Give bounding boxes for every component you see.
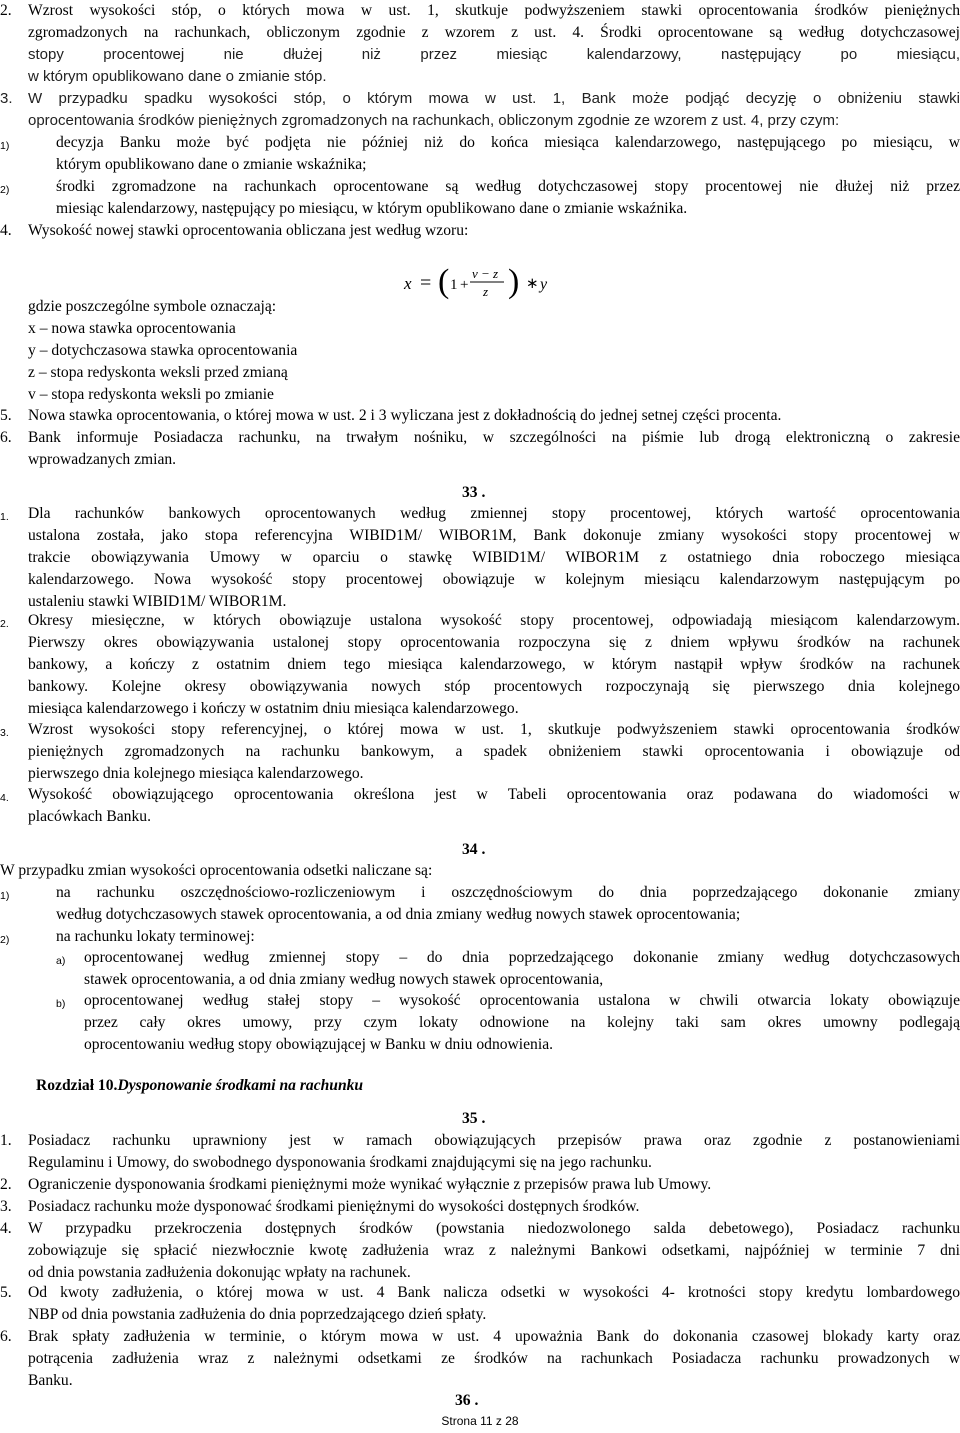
legend-x: x – nowa stawka oprocentowania [28, 320, 236, 337]
paragraph-number: 6. [0, 1328, 12, 1345]
text-line: Wysokość nowej stawki oprocentowania obliczana jest według wzoru: [28, 222, 469, 239]
text-line: w którym opublikowano dane o zmianie stóp. [28, 68, 327, 85]
text-line: potrącenia zadłużenia wraz z należnymi odsetkami ze środków na rachunkach Posiadacza rachunku prowadzonych w [28, 1350, 960, 1367]
text-line: trakcie obowiązywania Umowy w oparciu o stawkę WIBID1M/ WIBOR1M z ostatniego dnia roboczego miesiąca [28, 549, 960, 566]
s35-paragraph-4 [0, 1218, 960, 1284]
chapter-label: Rozdział 10. [36, 1077, 118, 1094]
text-line: którym opublikowano dane o zmianie wskaźnika; [56, 156, 367, 173]
formula-numerator: v − z [472, 266, 499, 281]
paragraph-number: 3. [0, 1198, 12, 1215]
legend-intro: gdzie poszczególne symbole oznaczają: [28, 298, 277, 315]
text-line: Ograniczenie dysponowania środkami pieniężnymi może wynikać wyłącznie z przepisów prawa lub Umowy. [28, 1176, 712, 1193]
text-line: bankowy. Kolejne okresy obowiązywania nowych stóp procentowych rozpoczynają się pierwszego dnia kolejnego [28, 678, 960, 695]
text-line: Wzrost wysokości stopy referencyjnej, o której mowa w ust. 1, skutkuje podwyższeniem stawki oprocentowania środków [28, 721, 960, 738]
s35-paragraph-1 [0, 1130, 960, 1174]
s35-paragraph-2 [0, 1174, 960, 1196]
formula-denominator: z [483, 284, 489, 299]
s34-item-a [0, 947, 960, 991]
section-heading-34: 34 . [462, 841, 486, 858]
text-line: wprowadzanych zmian. [28, 451, 177, 468]
section-heading-33: 33 . [462, 484, 486, 501]
subitem-letter: b) [56, 998, 66, 1010]
s33-paragraph-4 [0, 784, 960, 828]
paragraph-number: 1. [0, 1132, 12, 1149]
section-heading-35: 35 . [462, 1110, 486, 1127]
legend-v: v – stopa redyskonta weksli po zmianie [28, 386, 274, 403]
paragraph-6 [0, 427, 960, 471]
subitem-2 [0, 176, 960, 220]
paragraph-number: 2. [0, 2, 12, 19]
text-line: Wysokość obowiązującego oprocentowania określona jest w Tabeli oprocentowania oraz podawana do wiadomości w [28, 786, 960, 803]
legend-z: z – stopa redyskonta weksli przed zmianą [28, 364, 288, 381]
subitem-number: 1) [0, 890, 10, 902]
s35-paragraph-3 [0, 1196, 960, 1218]
text-line: od dnia powstania zadłużenia dokonując wpłaty na rachunek. [28, 1264, 411, 1281]
symbol-legend [28, 296, 928, 406]
text-line: Regulaminu i Umowy, do swobodnego dysponowania środkami znajdującymi się na jego rachunku. [28, 1154, 652, 1171]
formula-right-paren: ) [508, 264, 520, 300]
text-line: ustalona została, jako stopa referencyjna WIBID1M/ WIBOR1M, Bank dokonuje zmiany wysokości stopy procentowej w [28, 527, 960, 544]
chapter-heading [36, 1075, 363, 1097]
subitem-number: 2) [0, 934, 10, 946]
s33-paragraph-3 [0, 719, 960, 785]
text-line: W przypadku spadku wysokości stóp, o którym mowa w ust. 1, Bank może podjąć decyzję o obniżeniu stawki [28, 90, 960, 107]
paragraph-3 [0, 88, 960, 132]
s33-paragraph-2 [0, 610, 960, 720]
text-line: kalendarzowego. Nowa wysokość stopy procentowej obowiązuje w kolejnym miesiącu kalendarzowym następującym po [28, 571, 960, 588]
paragraph-5 [0, 405, 960, 427]
paragraph-number: 3. [0, 90, 13, 107]
paragraph-number: 1. [0, 511, 9, 523]
text-line: oprocentowaniu według stopy obowiązującej w Banku w dniu odnowienia. [84, 1036, 554, 1053]
text-line: przez cały okres umowy, przy czym lokaty odnowione na kolejny taki sam okres umowny podlegają [84, 1014, 960, 1031]
subitem-1 [0, 132, 960, 176]
text-line: Brak spłaty zadłużenia w terminie, o którym mowa w ust. 4 upoważnia Bank do dokonania czasowej blokady karty oraz [28, 1328, 960, 1345]
text-line: NBP od dnia powstania zadłużenia do dnia poprzedzającego dzień spłaty. [28, 1306, 487, 1323]
text-line: Okresy miesięczne, w których obowiązuje ustalona wysokość stopy procentowej, odpowiadają miesiącom kalendarzowym. [28, 612, 960, 629]
text-line: zgromadzonych na rachunkach, obliczonym zgodnie z wzorem z ust. 4. Środki oprocentowane są według dotychczasowej [28, 24, 960, 41]
text-line: na rachunku oszczędnościowo-rozliczeniowym i oszczędnościowym do dnia poprzedzającego dokonanie zmiany [56, 884, 960, 901]
formula-plus: + [460, 277, 469, 293]
paragraph-2 [0, 0, 960, 88]
paragraph-4 [0, 220, 960, 242]
subitem-number: 2) [0, 184, 10, 196]
text-line: placówkach Banku. [28, 808, 151, 825]
text-line: Posiadacz rachunku może dysponować środkami pieniężnymi do wysokości dostępnych środków. [28, 1198, 640, 1215]
text-line: miesiąca kalendarzowego i kończy w ostatnim dniu miesiąca kalendarzowego. [28, 700, 519, 717]
chapter-title: Dysponowanie środkami na rachunku [117, 1077, 364, 1094]
paragraph-number: 2. [0, 618, 9, 630]
text-line: stopy procentowej nie dłużej niż przez miesiąc kalendarzowy, następujący po miesiącu, [28, 46, 960, 63]
text-line: środki zgromadzone na rachunkach oprocentowane są według dotychczasowej stopy procentowej nie dłużej niż przez [56, 178, 960, 195]
text-line: bankowy, a kończy z ostatnim dniem tego miesiąca kalendarzowego, w którym nastąpił wpływ środków na rachunek [28, 656, 960, 673]
paragraph-number: 4. [0, 1220, 12, 1237]
paragraph-number: 4. [0, 792, 9, 804]
text-line: oprocentowanej według zmiennej stopy – do dnia poprzedzającego dokonanie zmiany według dotychczasowych [84, 949, 960, 966]
formula-x: x [404, 274, 412, 293]
paragraph-number: 6. [0, 429, 12, 446]
text-line: decyzja Banku może być podjęta nie później niż do końca miesiąca kalendarzowego, następującego po miesiącu, w [56, 134, 960, 151]
text-line: oprocentowanej według stałej stopy – wysokość oprocentowania ustalona w chwili otwarcia lokaty obowiązuje [84, 992, 960, 1009]
text-line: Wzrost wysokości stóp, o których mowa w ust. 1, skutkuje podwyższeniem stawki oprocentowania środków pieniężnych [28, 2, 960, 19]
paragraph-number: 5. [0, 1284, 12, 1301]
page-number-footer: Strona 11 z 28 [441, 1414, 519, 1428]
s34-intro: W przypadku zmian wysokości oprocentowania odsetki naliczane są: [0, 862, 433, 879]
subitem-letter: a) [56, 955, 66, 967]
formula-y: y [540, 276, 548, 293]
paragraph-number: 5. [0, 407, 12, 424]
formula-multiply: ∗ [526, 276, 539, 292]
text-line: miesiąc kalendarzowy, następujący po miesiącu, w którym opublikowano dane o zmianie wskaźnika. [56, 200, 688, 217]
text-line: Banku. [28, 1372, 73, 1389]
text-line: Nowa stawka oprocentowania, o której mowa w ust. 2 i 3 wyliczana jest z dokładnością do jednej setnej części procenta. [28, 407, 782, 424]
formula-one: 1 [450, 277, 458, 293]
text-line: stawek oprocentowania, a od dnia zmiany według nowych stawek oprocentowania, [84, 971, 604, 988]
formula-equals: = [420, 272, 432, 294]
s34-item-1 [0, 882, 960, 926]
text-line: zobowiązuje się spłacić niezwłocznie kwotę zadłużenia wraz z należnymi Bankowi odsetkami, najpóźniej w terminie 7 dni [28, 1242, 960, 1259]
text-line: Posiadacz rachunku uprawniony jest w ramach obowiązujących przepisów prawa oraz zgodnie z postanowieniami [28, 1132, 960, 1149]
formula-left-paren: ( [438, 264, 450, 300]
s35-paragraph-5 [0, 1282, 960, 1326]
s34-item-2 [0, 926, 960, 948]
section-heading-36: 36 . [455, 1392, 479, 1409]
paragraph-number: 4. [0, 222, 12, 239]
interest-formula [402, 264, 562, 300]
text-line: Dla rachunków bankowych oprocentowanych według zmiennej stopy procentowej, których wartość oprocentowania [28, 505, 960, 522]
s33-paragraph-1 [0, 503, 960, 613]
text-line: Pierwszy okres obowiązywania ustalonej stopy oprocentowania rozpoczyna się z dniem wpływu środków na rachunek [28, 634, 960, 651]
text-line: na rachunku lokaty terminowej: [56, 928, 255, 945]
subitem-number: 1) [0, 140, 10, 152]
paragraph-number: 3. [0, 727, 9, 739]
text-line: według dotychczasowych stawek oprocentowania, a od dnia zmiany według nowych stawek oprocentowania; [56, 906, 741, 923]
s34-item-b [0, 990, 960, 1056]
text-line: pierwszego dnia kolejnego miesiąca kalendarzowego. [28, 765, 364, 782]
text-line: oprocentowania środków pieniężnych zgromadzonych na rachunkach, obliczonym zgodnie ze wzorem z ust. 4, przy czym: [28, 112, 840, 129]
legend-y: y – dotychczasowa stawka oprocentowania [28, 342, 298, 359]
text-line: ustaleniu stawki WIBID1M/ WIBOR1M. [28, 593, 287, 610]
text-line: Bank informuje Posiadacza rachunku, na trwałym nośniku, w szczególności na piśmie lub drogą elektroniczną o zakresie [28, 429, 960, 446]
text-line: W przypadku przekroczenia dostępnych środków (powstania niedozwolonego salda debetowego), Posiadacz rachunku [28, 1220, 960, 1237]
paragraph-number: 2. [0, 1176, 12, 1193]
text-line: pieniężnych zgromadzonych na rachunku bankowym, a spadek obniżeniem stawki oprocentowania i obowiązuje od [28, 743, 960, 760]
s35-paragraph-6 [0, 1326, 960, 1392]
text-line: Od kwoty zadłużenia, o której mowa w ust. 4 Bank nalicza odsetki w wysokości 4- krotności stopy kredytu lombardowego [28, 1284, 960, 1301]
